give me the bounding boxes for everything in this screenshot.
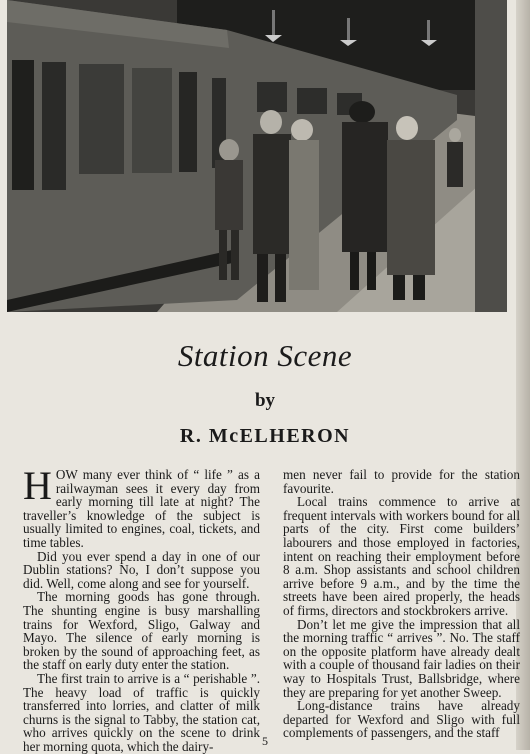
article-title: Station Scene xyxy=(177,338,353,373)
paragraph: The morning goods has gone through. The shunting engine is busy marshalling trains for Wexford, Sligo, Galway and Mayo. The silence of early morning is broken by the sound of approaching feet, as the staff on early duty enter the station. xyxy=(23,589,260,673)
paragraph-text: OW many ever think of “ life ” as a railwayman sees it every day from early morning till late at night? The traveller’s knowledge of the subject is usually limited to engines, coal, tickets, and time tables. xyxy=(23,467,260,550)
drop-cap: H xyxy=(23,463,52,508)
paragraph: Local trains commence to arrive at frequent intervals with workers bound for all parts of the city. First come builders’ labourers and those employed in factories, intent on reaching their employment before 8 a.m. Shop assistants and school children arrive before 9 a.m., and by the time the streets have been aired properly, the heads of firms, directors and stockbrokers arrive. xyxy=(283,494,520,618)
author-name: R. McELHERON xyxy=(179,425,351,447)
railway-platform-photo xyxy=(7,0,507,312)
left-column xyxy=(23,463,260,754)
paragraph: Did you ever spend a day in one of our Dublin stations? No, I don’t suppose you did. Well, come along and see for yourself. xyxy=(23,548,260,591)
byline: by xyxy=(254,390,276,411)
page-number: 5 xyxy=(262,734,268,748)
paragraph xyxy=(23,463,260,550)
photo-drawing xyxy=(7,0,507,312)
paragraph: Long-distance trains have already departed for Wexford and Sligo with full complements of passengers, and the staff xyxy=(283,698,520,741)
right-column xyxy=(283,468,520,740)
paragraph: The first train to arrive is a “ perishable ”. The heavy load of traffic is quickly transferred into lorries, and clatter of milk churns is the signal to Tabby, the station cat, who arrives quickly on the scene to drink her morning quota, which the dairy- xyxy=(23,670,260,754)
paragraph: Don’t let me give the impression that all the morning traffic “ arrives ”. No. The staff on the opposite platform have already dealt with a couple of thousand fair ladies on their way to Hospitals Trust, Ballsbridge, where they are preparing for yet another Sweep. xyxy=(283,616,520,700)
paragraph: men never fail to provide for the station favourite. xyxy=(283,467,520,496)
